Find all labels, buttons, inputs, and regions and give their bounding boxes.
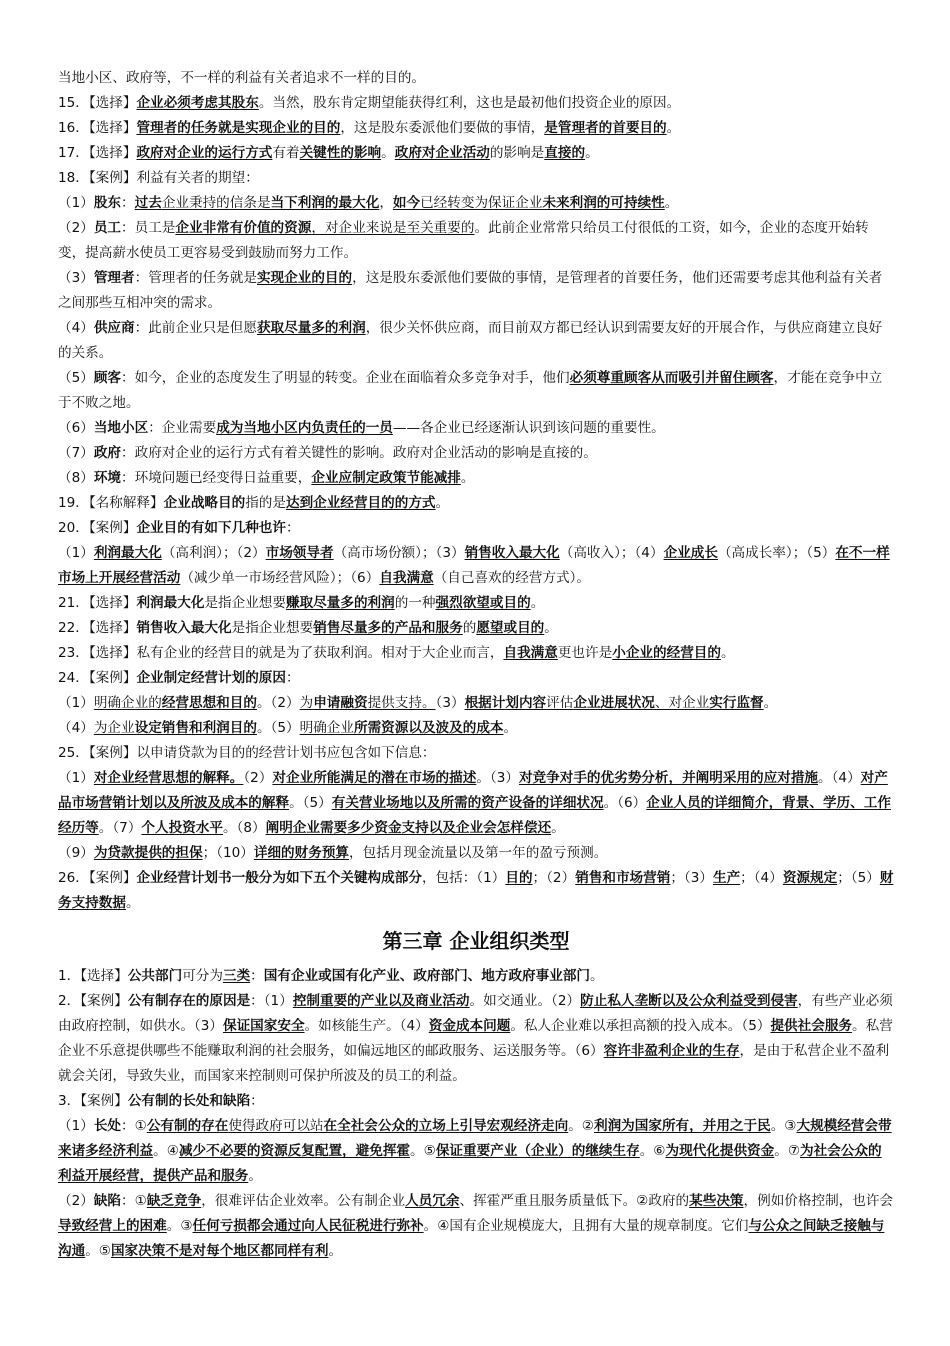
emphasis-text: 如今: [392, 195, 421, 211]
emphasis-text: 为: [299, 695, 314, 711]
paragraph: [58, 216, 894, 266]
text-run: ：①: [121, 1118, 147, 1134]
emphasis-text: 明确企业: [299, 720, 354, 736]
text-run: 。当然，股东肯定期望能获得红利，这也是最初他们投资企业的原因。: [258, 95, 681, 111]
emphasis-text: 阐明企业需要多少资金支持以及企业会怎样偿还: [265, 820, 552, 836]
emphasis-text: 关键性的影响: [299, 145, 382, 161]
emphasis-text: 管理者: [93, 270, 135, 286]
paragraph: [58, 841, 894, 866]
emphasis-text: 企业成长: [663, 545, 718, 561]
emphasis-text: 人员冗余: [405, 1193, 460, 1209]
text-run: 17．【选择】: [58, 145, 137, 161]
text-run: 。⑥: [639, 1143, 666, 1159]
emphasis-text: 赚取尽量多的利润: [286, 595, 395, 611]
emphasis-text: 实现企业的目的: [256, 270, 353, 286]
emphasis-text: 对竞争对手的优劣势分析，并阐明采用的应对措施: [518, 770, 819, 786]
text-run: 是指企业想要: [231, 620, 314, 636]
text-run: 22．【选择】: [58, 620, 137, 636]
emphasis-text: 企业制定经营计划的原因: [136, 670, 286, 686]
text-run: 。（7）: [98, 820, 142, 836]
emphasis-text: 顾客: [93, 370, 122, 386]
emphasis-text: 对企业所能满足的潜在市场的描述: [272, 770, 477, 786]
text-run: 的一种: [394, 595, 436, 611]
text-run: 15．【选择】: [58, 95, 137, 111]
text-run: （4）: [58, 720, 94, 736]
text-run: ：: [286, 670, 300, 686]
emphasis-text: 企业秉持的信条是: [161, 195, 271, 211]
text-run: ；（3）: [670, 870, 713, 886]
text-run: （1）: [58, 770, 94, 786]
emphasis-text: 财务支持数据: [58, 870, 894, 911]
text-run: ，很少关怀供应商，而目前双方都已经认识到需要友好的开展合作，与供应商建立良好的关系。: [58, 320, 883, 361]
text-run: （2）: [58, 220, 94, 236]
emphasis-text: ，对企业来说是至关重要的: [311, 220, 475, 236]
text-run: ，有些产业必须由政府控制，如供水。（3）: [58, 993, 893, 1034]
text-run: ，包括：（1）: [421, 870, 506, 886]
text-run: 。: [664, 195, 679, 211]
text-run: 的影响是: [489, 145, 545, 161]
emphasis-text: 管理者的任务就是实现企业的目的: [136, 120, 341, 136]
emphasis-text: 已经转变为保证企业: [420, 195, 543, 211]
emphasis-text: 当地小区: [93, 420, 149, 436]
emphasis-text: 公有制的存在: [146, 1118, 229, 1134]
text-run: 。: [248, 1168, 262, 1184]
emphasis-text: 政府: [93, 445, 122, 461]
emphasis-text: 导致经营上的困难: [58, 1218, 167, 1234]
text-run: 。私人企业难以承担高额的投入成本。（5）: [510, 1018, 771, 1034]
text-run: 21．【选择】: [58, 595, 137, 611]
text-run: （3）: [58, 270, 94, 286]
emphasis-text: 所需资源以及波及的成本: [353, 720, 504, 736]
emphasis-text: 生产: [712, 870, 741, 886]
paragraph: [58, 266, 894, 316]
text-run: ：此前企业只是但愿: [134, 320, 257, 336]
emphasis-text: 提供社会服务: [770, 1018, 853, 1034]
paragraph: [58, 316, 894, 366]
text-run: 。（8）: [222, 820, 266, 836]
emphasis-text: 愿望或目的: [476, 620, 545, 636]
emphasis-text: 自我满意: [503, 645, 558, 661]
text-run: ：: [286, 520, 300, 536]
paragraph: [58, 716, 894, 741]
text-run: 。: [763, 695, 778, 711]
text-run: 。（4）: [818, 770, 861, 786]
section-chapter-three: [58, 964, 894, 1264]
emphasis-text: 政府对企业的运行方式: [136, 145, 273, 161]
text-run: 。（3）: [476, 770, 519, 786]
emphasis-text: 利润为国家所有，并用之于民: [594, 1118, 771, 1134]
paragraph: [58, 866, 894, 916]
text-run: 25．【案例】以申请贷款为目的的经营计划书应包含如下信息：: [58, 745, 436, 761]
emphasis-text: 详细的财务预算: [253, 845, 350, 861]
text-run: 、挥霍严重且服务质量低下。②政府的: [459, 1193, 690, 1209]
text-run: （高成长率）；（5）: [717, 545, 836, 561]
paragraph: [58, 66, 894, 91]
text-run: （8）: [58, 470, 94, 486]
paragraph: [58, 516, 894, 541]
text-run: （自己喜欢的经营方式）。: [433, 570, 591, 586]
emphasis-text: 达到企业经营目的的方式: [286, 495, 436, 511]
paragraph: [58, 1089, 894, 1114]
emphasis-text: 防止私人垄断以及公众利益受到侵害: [580, 993, 798, 1009]
text-run: ：: [121, 195, 135, 211]
document-page: [58, 66, 894, 1264]
emphasis-text: 缺陷: [93, 1193, 122, 1209]
emphasis-text: 政府对企业活动: [394, 145, 490, 161]
text-run: （1）: [58, 195, 94, 211]
text-run: 。: [125, 895, 140, 911]
text-run: ，这是股东委派他们要做的事情，是管理者的首要任务，他们还需要考虑其他利益有关者之间那些互相冲突的需求。: [58, 270, 883, 311]
emphasis-text: 资金成本问题: [428, 1018, 511, 1034]
text-run: 是指企业想要: [204, 595, 286, 611]
text-run: 。: [435, 495, 450, 511]
text-run: 。: [503, 720, 518, 736]
text-run: ——各企业已经逐渐认识到该问题的重要性。: [392, 420, 665, 436]
text-run: 1．【选择】: [58, 968, 128, 984]
emphasis-text: 实行监督: [709, 695, 764, 711]
emphasis-text: 强烈欲望或目的: [435, 595, 531, 611]
paragraph: [58, 766, 894, 841]
paragraph: [58, 964, 894, 989]
emphasis-text: 小企业的经营目的: [612, 645, 721, 661]
text-run: ，很难评估企业效率。公有制企业: [201, 1193, 406, 1209]
paragraph: [58, 989, 894, 1089]
text-run: 。: [530, 595, 545, 611]
text-run: 。: [328, 1243, 343, 1259]
emphasis-text: 三类: [222, 968, 251, 984]
emphasis-text: 为社会公众的利益开展经营，提供产品和服务: [58, 1143, 882, 1184]
paragraph: [58, 116, 894, 141]
text-run: 。④国有企业规模庞大，且拥有大量的规章制度。它们: [423, 1218, 749, 1234]
emphasis-text: 成为当地小区内负责任的一员: [216, 420, 393, 436]
emphasis-text: 有关营业场地以及所需的资产设备的详细状况: [331, 795, 604, 811]
paragraph: [58, 466, 894, 491]
text-run: ：: [250, 968, 264, 984]
text-run: 。（6）: [603, 795, 647, 811]
text-run: ：: [250, 1093, 264, 1109]
text-run: 。⑤: [85, 1243, 111, 1259]
emphasis-text: 利润最大化: [93, 545, 162, 561]
emphasis-text: 企业的: [121, 695, 162, 711]
text-run: 。⑤: [410, 1143, 436, 1159]
text-run: ：管理者的任务就是: [134, 270, 257, 286]
text-run: （7）: [58, 445, 94, 461]
emphasis-text: 未来利润的可持续性: [542, 195, 665, 211]
text-run: 。: [551, 820, 565, 836]
emphasis-text: 销售收入最大化: [464, 545, 560, 561]
text-run: ，是由于私营企业不盈利就会关闭，导致失业，而国家来控制则可保护所波及的员工的利益。: [58, 1043, 890, 1084]
text-run: ：员工是: [121, 220, 176, 236]
emphasis-text: 经营思想和目的: [161, 695, 257, 711]
emphasis-text: 公共部门: [127, 968, 183, 984]
text-run: 。如交通业。（2）: [469, 993, 581, 1009]
text-run: （减少单一市场经营风险）；（6）: [180, 570, 380, 586]
text-run: 指的是: [245, 495, 286, 511]
emphasis-text: 、对企业: [654, 695, 710, 711]
text-run: （1）: [58, 545, 94, 561]
text-run: （6）: [58, 420, 94, 436]
text-run: ：企业需要: [148, 420, 217, 436]
text-run: （5）: [58, 370, 94, 386]
text-run: 23．【选择】私有企业的经营目的就是为了获取利润。相对于大企业而言，: [58, 645, 504, 661]
emphasis-text: 目的: [505, 870, 533, 886]
emphasis-text: 公有制的长处和缺陷: [127, 1093, 251, 1109]
emphasis-text: 大规模经营会带来诸多经济利益: [58, 1118, 892, 1159]
text-run: （4）: [58, 320, 94, 336]
text-run: 18．【案例】利益有关者的期望：: [58, 170, 259, 186]
paragraph: [58, 1114, 894, 1189]
emphasis-text: 使得政府可以站: [228, 1118, 324, 1134]
emphasis-text: 评估: [546, 695, 574, 711]
text-run: 。: [460, 470, 475, 486]
emphasis-text: 为贷款提供的担保: [93, 845, 203, 861]
emphasis-text: 控制重要的产业以及商业活动: [292, 993, 470, 1009]
emphasis-text: 保证国家安全: [222, 1018, 305, 1034]
emphasis-text: 销售和市场营销: [575, 870, 671, 886]
emphasis-text: 企业必须考虑其股东: [136, 95, 259, 111]
emphasis-text: 容许非盈利企业的生存: [603, 1043, 740, 1059]
paragraph: [58, 1189, 894, 1264]
emphasis-text: 供应商: [93, 320, 135, 336]
text-run: 2．【案例】: [58, 993, 128, 1009]
text-run: 。（5）: [256, 720, 300, 736]
emphasis-text: 过去: [134, 195, 162, 211]
text-run: 有着: [272, 145, 300, 161]
emphasis-text: 任何亏损都会通过向人民征税进行弥补: [192, 1218, 424, 1234]
emphasis-text: 国家决策不是对每个地区都同样有利: [110, 1243, 329, 1259]
text-run: 。④: [153, 1143, 179, 1159]
text-run: 。③: [770, 1118, 797, 1134]
emphasis-text: 个人投资水平: [141, 820, 223, 836]
emphasis-text: 设定销售和利润目的: [134, 720, 257, 736]
paragraph: [58, 416, 894, 441]
text-run: 19．【名称解释】: [58, 495, 164, 511]
text-run: ：如今，企业的态度发生了明显的转变。企业在面临着众多竞争对手，他们: [121, 370, 570, 386]
text-run: 16．【选择】: [58, 120, 137, 136]
text-run: （高收入）；（4）: [559, 545, 664, 561]
paragraph: [58, 591, 894, 616]
text-run: ，例如价格控制，也许会: [743, 1193, 894, 1209]
paragraph: [58, 641, 894, 666]
emphasis-text: 与公众之间缺乏接触与沟通: [58, 1218, 885, 1259]
emphasis-text: 利润最大化: [136, 595, 205, 611]
text-run: 。: [590, 968, 604, 984]
emphasis-text: 提供支持。: [367, 695, 436, 711]
text-run: ，包括月现金流量以及第一年的盈亏预测。: [349, 845, 608, 861]
paragraph: [58, 166, 894, 191]
chapter-title: 第三章 企业组织类型: [382, 929, 570, 953]
paragraph: [58, 616, 894, 641]
text-run: 26．【案例】: [58, 870, 137, 886]
text-run: ；（5）: [837, 870, 880, 886]
emphasis-text: 市场领导者: [265, 545, 334, 561]
paragraph: [58, 191, 894, 216]
emphasis-text: 是管理者的首要目的: [544, 120, 667, 136]
text-run: 。（2）: [256, 695, 300, 711]
emphasis-text: 在全社会公众的立场上引导宏观经济走向: [323, 1118, 569, 1134]
emphasis-text: 对产品市场营销计划以及所波及成本的解释: [58, 770, 888, 811]
text-run: （1）: [58, 1118, 94, 1134]
paragraph: [58, 141, 894, 166]
emphasis-text: 某些决策: [689, 1193, 744, 1209]
paragraph: [58, 491, 894, 516]
text-run: （3）: [435, 695, 465, 711]
text-run: ，: [379, 195, 393, 211]
text-run: （2）: [243, 770, 273, 786]
emphasis-text: 企业战略目的: [163, 495, 246, 511]
paragraph: [58, 441, 894, 466]
emphasis-text: 保证重要产业（企业）的继续生存: [435, 1143, 640, 1159]
emphasis-text: 长处: [93, 1118, 122, 1134]
emphasis-text: 员工: [93, 220, 122, 236]
text-run: 。: [381, 145, 395, 161]
text-run: 。: [585, 145, 599, 161]
section-chapter-two-tail: [58, 66, 894, 916]
text-run: 3．【案例】: [58, 1093, 128, 1109]
emphasis-text: 申请融资: [313, 695, 368, 711]
emphasis-text: 缺乏竞争: [146, 1193, 202, 1209]
text-run: ：（1）: [250, 993, 293, 1009]
emphasis-text: 对企业经营思想的解释。: [93, 770, 244, 786]
emphasis-text: 减少不必要的资源反复配置，避免挥霍: [178, 1143, 411, 1159]
emphasis-text: 股东: [93, 195, 122, 211]
emphasis-text: 在不一样市场上开展经营活动: [58, 545, 890, 586]
text-run: 。②: [568, 1118, 594, 1134]
paragraph: [58, 541, 894, 591]
text-run: 。: [544, 620, 558, 636]
emphasis-text: 为企业: [93, 720, 135, 736]
paragraph: [58, 741, 894, 766]
text-run: （高利润）；（2）: [161, 545, 266, 561]
emphasis-text: 获取尽量多的利润: [256, 320, 366, 336]
emphasis-text: 企业应制定政策节能减排: [311, 470, 461, 486]
text-run: ：环境问题已经变得日益重要，: [121, 470, 312, 486]
emphasis-text: 直接的: [544, 145, 586, 161]
text-run: 24．【案例】: [58, 670, 137, 686]
text-run: 20．【案例】: [58, 520, 137, 536]
text-run: ；（4）: [740, 870, 783, 886]
text-run: 。私营企业不乐意提供哪些不能赚取利润的社会服务，如偏远地区的邮政服务、运送服务等。（6）: [58, 1018, 893, 1059]
emphasis-text: 明确: [93, 695, 122, 711]
text-run: 。③: [166, 1218, 193, 1234]
text-run: ，才能在竞争中立于不败之地。: [58, 370, 883, 411]
text-run: ；（2）: [532, 870, 576, 886]
paragraph: [58, 691, 894, 716]
text-run: 。⑦: [774, 1143, 801, 1159]
text-run: ，这是股东委派他们要做的事情，: [340, 120, 545, 136]
emphasis-text: 企业目的有如下几种也许: [136, 520, 286, 536]
text-run: （9）: [58, 845, 94, 861]
emphasis-text: 企业进展状况: [573, 695, 655, 711]
text-run: （高市场份额）；（3）: [333, 545, 465, 561]
paragraph: [58, 666, 894, 691]
emphasis-text: 企业经营计划书一般分为如下五个关键构成部分: [136, 870, 422, 886]
paragraph: [58, 91, 894, 116]
emphasis-text: 自我满意: [379, 570, 434, 586]
emphasis-text: 环境: [93, 470, 122, 486]
emphasis-text: 国有企业或国有化产业、政府部门、地方政府事业部门: [263, 968, 591, 984]
emphasis-text: 当下利润的最大化: [270, 195, 380, 211]
text-run: ；（10）: [202, 845, 254, 861]
text-run: 可分为: [182, 968, 223, 984]
emphasis-text: 销售尽量多的产品和服务: [313, 620, 463, 636]
text-run: 。如核能生产。（4）: [304, 1018, 429, 1034]
emphasis-text: 企业人员的详细简介，背景、学历、工作经历等: [58, 795, 891, 836]
text-run: （1）: [58, 695, 94, 711]
emphasis-text: 公有制存在的原因是: [127, 993, 251, 1009]
text-run: 。: [666, 120, 681, 136]
text-run: 。: [721, 645, 735, 661]
emphasis-text: 销售收入最大化: [136, 620, 232, 636]
paragraph: [58, 366, 894, 416]
text-run: 当地小区、政府等，不一样的利益有关者追求不一样的目的。: [58, 70, 426, 86]
emphasis-text: 为现代化提供资金: [665, 1143, 775, 1159]
text-run: ：①: [121, 1193, 147, 1209]
text-run: ：政府对企业的运行方式有着关键性的影响。政府对企业活动的影响是直接的。: [121, 445, 597, 461]
text-run: 的: [462, 620, 477, 636]
text-run: 。此前企业常常只给员工付很低的工资，如今，企业的态度开始转变，提高薪水使员工更容易受到鼓励而努力工作。: [58, 220, 869, 261]
text-run: 更也许是: [557, 645, 613, 661]
text-run: （2）: [58, 1193, 94, 1209]
emphasis-text: 必须尊重顾客从而吸引并留住顾客: [569, 370, 774, 386]
emphasis-text: 资源规定: [782, 870, 838, 886]
text-run: 。（5）: [289, 795, 332, 811]
emphasis-text: 企业非常有价值的资源: [175, 220, 312, 236]
emphasis-text: 根据计划内容: [464, 695, 547, 711]
